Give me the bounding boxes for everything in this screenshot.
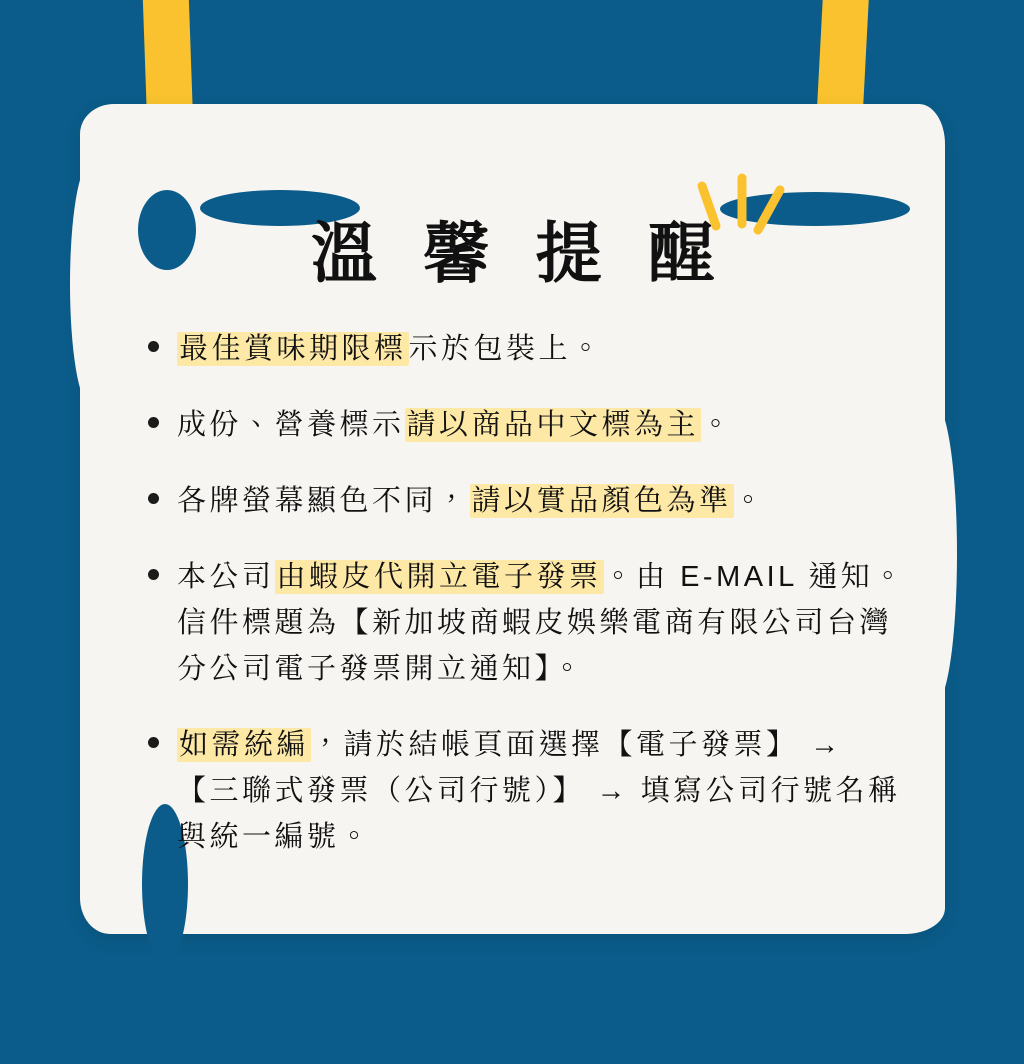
bullet-dot-icon [148,341,159,352]
sparkle-icon [680,168,800,278]
plain-text: ，請於結帳頁面選擇【電子發票】 → 【三聯式發票（公司行號）】 → 填寫公司行號名稱與統一編號。 [177,729,901,853]
list-item-text [177,478,766,524]
plain-text: 。由 E-MAIL 通知。信件標題為【新加坡商蝦皮娛樂電商有限公司台灣分公司電子發票開立通知】。 [177,561,906,685]
highlighted-text: 如需統編 [179,729,310,761]
plain-text: 示於包裝上。 [408,333,604,365]
bullet-dot-icon [148,417,159,428]
list-item [148,554,908,692]
list-item [148,478,908,524]
bullet-dot-icon [148,737,159,748]
plain-text: 各牌螢幕顯色不同， [177,485,470,517]
highlighted-text: 請以實品顏色為準 [471,485,732,517]
plain-text: 。 [733,485,767,517]
list-item [148,402,908,448]
paper-edge-notch [980,224,1024,344]
list-item-text [177,326,604,372]
highlighted-text: 請以商品中文標為主 [406,409,700,441]
plain-text: 成份、營養標示 [177,409,405,441]
plain-text: 。 [701,409,734,441]
bullet-dot-icon [148,569,159,580]
title-block [80,200,945,295]
bullet-dot-icon [148,493,159,504]
plain-text: 本公司 [177,561,275,593]
page-title: 溫 馨 提 醒 [310,216,728,290]
paper-edge-notch [978,744,1024,914]
highlighted-text: 由蝦皮代開立電子發票 [276,561,602,593]
paper-edge-notch [380,1004,580,1064]
list-item-text [177,554,908,692]
reminder-list [148,326,908,890]
paper-note [80,104,945,934]
list-item [148,326,908,372]
list-item-text [177,722,908,860]
list-item [148,722,908,860]
paper-edge-notch [680,1010,900,1064]
list-item-text [177,402,734,448]
highlighted-text: 最佳賞味期限標 [179,333,407,365]
